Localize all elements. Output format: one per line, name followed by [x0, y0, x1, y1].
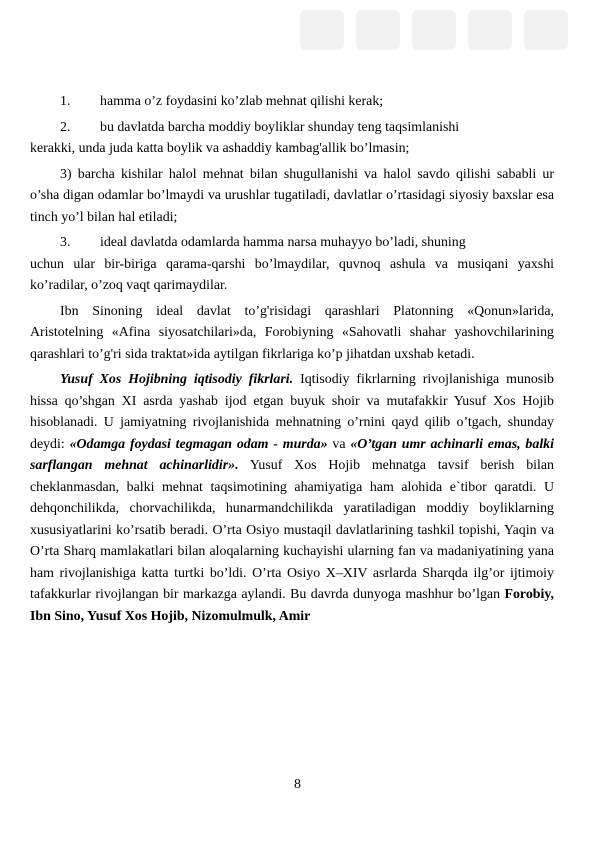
quote-1: «Odamga foydasi tegmagan odam - murda»	[69, 436, 328, 452]
paragraph-text: Iqtisodiy fikrlarning rivojlanishiga munosib hissa qo’shgan XI asrda yashab ijod etgan buyuk shoir va mutafakkir Yusuf Xos Hojib hisoblanadi. U jamiyatning rivojlanishida mehnatning o’rnini qayd qilib o’tgach, shunday deydi:	[30, 372, 555, 452]
list-item-3: 3) barcha kishilar halol mehnat bilan shugullanishi va halol savdo qilishi sababli ur o’sha digan odamlar bo’lmaydi va urushlar tugatiladi, davlatlar o’rtasidagi siyosiy baxslar esa tinch yo’l bilan hal etiladi;	[30, 166, 554, 225]
names-bold: Forobiy, Ibn Sino, Yusuf Xos Hojib, Nizomulmulk, Amir	[30, 587, 554, 624]
watermark-logo	[300, 0, 595, 60]
list-item-1	[30, 91, 554, 113]
list-text: hamma o’z foydasini ko’zlab mehnat qilishi kerak;	[100, 94, 384, 109]
list-number: 2.	[60, 119, 71, 135]
list-item-2-continuation: kerakki, unda juda katta boylik va ashaddiy kambag'allik bo’lmasin;	[30, 141, 410, 156]
list-item-4-continuation: uchun ular bir-biriga qarama-qarshi bo’lmaydilar, quvnoq ashula va musiqani yaxshi ko’radilar, o’zoq vaqt qarimaydilar.	[30, 256, 554, 293]
list-item-2	[30, 117, 554, 139]
page-content	[30, 91, 555, 627]
list-item-4	[30, 232, 554, 254]
list-number: 1.	[60, 94, 71, 109]
quote-2: «O’tgan umr achinarli emas, balki sarflangan mehnat achinarlidir».	[30, 436, 554, 473]
list-number: 3.	[60, 235, 71, 250]
page-number: 8	[294, 777, 301, 792]
list-text: bu davlatda barcha moddiy boyliklar shunday teng taqsimlanishi	[100, 119, 460, 135]
paragraph-text: va	[327, 436, 351, 452]
paragraph-ibn-sino: Ibn Sinoning ideal davlat to’g'risidagi qarashlari Platonning «Qonun»larida, Aristotelning «Afina siyosatchilari»da, Forobiyning «Sahovatli shahar yashovchilarining qarashlari to’g'ri sida traktat»ida aytilgan fikrlariga ko’p jihatdan uxshab ketadi.	[30, 303, 554, 362]
paragraph-yusuf-xos-hojib	[30, 369, 554, 627]
section-heading: Yusuf Xos Hojibning iqtisodiy fikrlari.	[60, 372, 294, 387]
paragraph-text: Yusuf Xos Hojib mehnatga tavsif berish bilan cheklanmasdan, balki mehnat taqsimotining ahamiyatiga ham alohida e`tibor qaratdi. U dehqonchilikda, chorvachilikda, hunarmandchilikda yaratiladigan moddiy boyliklarning xususiyatlarini ko’rsatib beradi. O’rta Osiyo mustaqil davlatlarining tashkil topishi, Yaqin va O’rta Sharq mamlakatlari bilan aloqalarning kuchayishi ularning fan va madaniyatining yana ham rivojlanishiga katta turtki bo’ldi. O’rta Osiyo X–XIV asrlarda Sharqda ilg’or ijtimoiy tafakkurlar rivojlangan bir markazga aylandi. Bu davrda dunyoga mashhur bo’lgan	[30, 458, 554, 602]
list-text: ideal davlatda odamlarda hamma narsa muhayyo bo’ladi, shuning	[100, 235, 466, 250]
